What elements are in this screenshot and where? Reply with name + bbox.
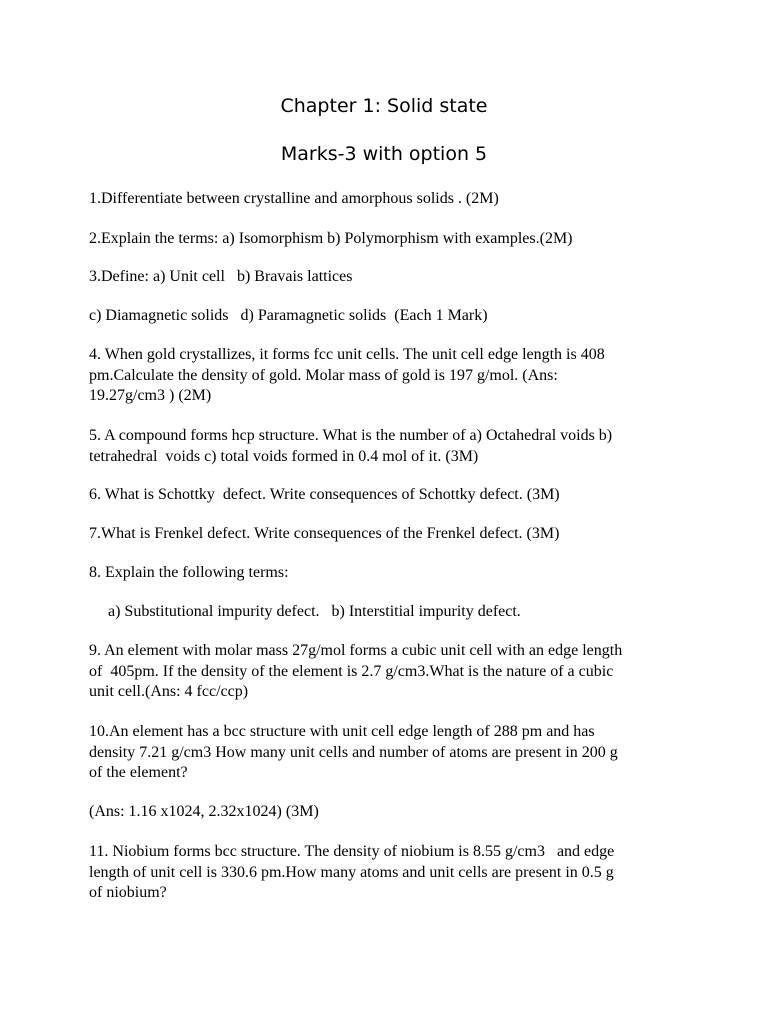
question-3-line-1: 3.Define: a) Unit cell b) Bravais lattices [89, 268, 353, 285]
question-8-line-2: a) Substitutional impurity defect. b) Interstitial impurity defect. [108, 603, 521, 620]
subtitle: Marks-3 with option 5 [280, 143, 488, 165]
question-6-line-1: 6. What is Schottky defect. Write consequences of Schottky defect. (3M) [89, 486, 560, 503]
question-5-line-2: tetrahedral voids c) total voids formed in 0.4 mol of it. (3M) [89, 448, 479, 465]
question-2-line-1: 2.Explain the terms: a) Isomorphism b) Polymorphism with examples.(2M) [89, 230, 573, 247]
question-9-line-3: unit cell.(Ans: 4 fcc/ccp) [89, 683, 249, 700]
question-11-line-2: length of unit cell is 330.6 pm.How many atoms and unit cells are present in 0.5 g [89, 864, 614, 881]
question-11-line-3: of niobium? [89, 884, 167, 901]
question-5-line-1: 5. A compound forms hcp structure. What is the number of a) Octahedral voids b) [89, 427, 613, 444]
question-10-line-1: 10.An element has a bcc structure with unit cell edge length of 288 pm and has [89, 723, 595, 740]
question-10-line-2: density 7.21 g/cm3 How many unit cells and number of atoms are present in 200 g [89, 744, 618, 761]
question-10-answer: (Ans: 1.16 x1024, 2.32x1024) (3M) [89, 803, 319, 820]
question-11-line-1: 11. Niobium forms bcc structure. The density of niobium is 8.55 g/cm3 and edge [89, 843, 615, 860]
question-4-line-1: 4. When gold crystallizes, it forms fcc unit cells. The unit cell edge length is 408 [89, 346, 605, 363]
question-10-line-3: of the element? [89, 764, 188, 781]
question-1-line-1: 1.Differentiate between crystalline and amorphous solids . (2M) [89, 190, 499, 207]
question-4-line-3: 19.27g/cm3 ) (2M) [89, 387, 212, 404]
question-4-line-2: pm.Calculate the density of gold. Molar mass of gold is 197 g/mol. (Ans: [89, 367, 558, 384]
question-9-line-2: of 405pm. If the density of the element is 2.7 g/cm3.What is the nature of a cubic [89, 663, 614, 680]
chapter-title: Chapter 1: Solid state [280, 95, 488, 117]
question-7-line-1: 7.What is Frenkel defect. Write consequences of the Frenkel defect. (3M) [89, 525, 560, 542]
question-3-line-2: c) Diamagnetic solids d) Paramagnetic solids (Each 1 Mark) [89, 307, 488, 324]
question-8-line-1: 8. Explain the following terms: [89, 564, 289, 581]
question-9-line-1: 9. An element with molar mass 27g/mol forms a cubic unit cell with an edge length [89, 642, 623, 659]
